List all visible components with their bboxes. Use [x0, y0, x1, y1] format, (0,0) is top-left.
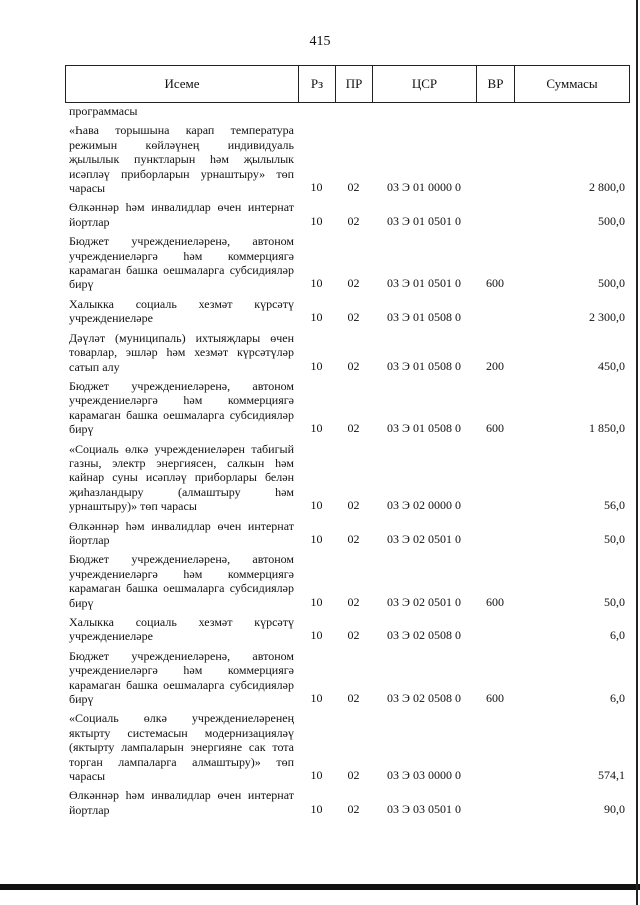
cell-vr: 600: [486, 691, 504, 706]
cell-name: «Социаль өлкә учреждениеләренең яктырту системасын модернизацияләү (яктырту лампаларын энергияне сак тота торган лампаларга алмаштыру)» төп чарасы: [69, 711, 294, 784]
cell-rz: 10: [310, 531, 323, 546]
cell-pr: 02: [347, 768, 360, 783]
cell-csr: 03 Э 03 0501 0: [387, 801, 461, 816]
cell-pr: 02: [347, 531, 360, 546]
cell-name: Өлкәннәр һәм инвалидлар өчен интернат йортлар: [69, 518, 294, 547]
cell-csr: 03 Э 02 0508 0: [387, 628, 461, 643]
cell-pr: 02: [347, 628, 360, 643]
cell-csr: 03 Э 02 0000 0: [387, 498, 461, 513]
cell-vr: 600: [486, 421, 504, 436]
cell-csr: 03 Э 01 0508 0: [387, 358, 461, 373]
cell-name: Бюджет учреждениеләренә, автоном учреждениеләргә һәм коммерциягә карамаган башка оешмаларга субсидияләр бирү: [69, 552, 294, 610]
header-name: Исеме: [66, 66, 299, 103]
cell-csr: 03 Э 01 0501 0: [387, 213, 461, 228]
cell-csr: 03 Э 01 0508 0: [387, 421, 461, 436]
cell-csr: 03 Э 01 0501 0: [387, 276, 461, 291]
cell-sum: 50,0: [604, 594, 625, 609]
header-vr: ВР: [477, 66, 515, 103]
cell-rz: 10: [310, 768, 323, 783]
cell-sum: 574,1: [598, 768, 625, 783]
cell-sum: 56,0: [604, 498, 625, 513]
cell-name: Бюджет учреждениеләренә, автоном учреждениеләргә һәм коммерциягә карамаган башка оешмаларга субсидияләр бирү: [69, 378, 294, 437]
page-number: 415: [309, 34, 331, 49]
header-rz: Рз: [299, 66, 336, 103]
table-row: [65, 549, 629, 612]
table-row: [65, 785, 629, 819]
cell-csr: 03 Э 01 0508 0: [387, 310, 461, 325]
cell-name: Бюджет учреждениеләренә, автоном учреждениеләргә һәм коммерциягә карамаган башка оешмаларга субсидияләр бирү: [69, 234, 294, 292]
table-row: [65, 708, 629, 785]
cell-csr: [372, 104, 476, 120]
cell-vr: [476, 120, 514, 197]
table-row: [65, 294, 629, 328]
header-pr: ПР: [336, 66, 373, 103]
cell-sum: 6,0: [610, 691, 625, 706]
cell-sum: 500,0: [598, 276, 625, 291]
cell-pr: 02: [347, 358, 360, 373]
cell-vr: [476, 104, 514, 120]
cell-sum: 50,0: [604, 531, 625, 546]
table-row: [65, 197, 629, 231]
cell-csr: 03 Э 03 0000 0: [387, 768, 461, 783]
cell-name: программасы: [69, 104, 138, 118]
cell-pr: 02: [347, 421, 360, 436]
cell-vr: [476, 708, 514, 785]
table-row: [65, 439, 629, 516]
cell-sum: 450,0: [598, 358, 625, 373]
table-row: [65, 376, 629, 439]
cell-name: Халыкка социаль хезмәт күрсәтү учреждениеләре: [69, 615, 294, 644]
cell-rz: 10: [310, 421, 323, 436]
cell-pr: 02: [347, 213, 360, 228]
cell-vr: [476, 197, 514, 231]
cell-rz: 10: [310, 594, 323, 609]
cell-name: Өлкәннәр һәм инвалидлар өчен интернат йортлар: [69, 788, 294, 817]
cell-rz: 10: [310, 801, 323, 816]
cell-pr: 02: [347, 801, 360, 816]
cell-name: Өлкәннәр һәм инвалидлар өчен интернат йортлар: [69, 200, 294, 229]
cell-csr: 03 Э 02 0501 0: [387, 531, 461, 546]
cell-sum: [514, 104, 629, 120]
cell-name: Бюджет учреждениеләренә, автоном учреждениеләргә һәм коммерциягә карамаган башка оешмаларга субсидияләр бирү: [69, 648, 294, 707]
table-row: [65, 104, 629, 120]
cell-vr: [476, 612, 514, 646]
cell-pr: 02: [347, 691, 360, 706]
cell-rz: 10: [310, 498, 323, 513]
cell-vr: 600: [486, 594, 504, 609]
cell-rz: 10: [310, 276, 323, 291]
cell-sum: 2 300,0: [589, 310, 625, 325]
header-sum: Суммасы: [515, 66, 630, 103]
table-row: [65, 231, 629, 294]
cell-name: Халыкка социаль хезмәт күрсәтү учреждениеләре: [69, 296, 294, 326]
cell-vr: [476, 439, 514, 516]
cell-pr: 02: [347, 594, 360, 609]
cell-pr: 02: [347, 310, 360, 325]
cell-vr: 600: [486, 276, 504, 291]
cell-vr: [476, 294, 514, 328]
cell-sum: 2 800,0: [589, 180, 625, 195]
cell-pr: 02: [347, 180, 360, 195]
cell-pr: 02: [347, 498, 360, 513]
table-row: [65, 328, 629, 376]
table-row: [65, 612, 629, 646]
budget-table: [65, 104, 629, 819]
cell-rz: 10: [310, 310, 323, 325]
cell-vr: [476, 785, 514, 819]
table-row: [65, 120, 629, 197]
cell-csr: 03 Э 02 0501 0: [387, 594, 461, 609]
cell-csr: 03 Э 01 0000 0: [387, 180, 461, 195]
header-csr: ЦСР: [373, 66, 477, 103]
cell-csr: 03 Э 02 0508 0: [387, 691, 461, 706]
cell-name: Дәүләт (муниципаль) ихтыяҗлары өчен товарлар, эшләр һәм хезмәт күрсәтүләр сатып алу: [69, 330, 294, 374]
page-right-edge: [636, 0, 638, 905]
cell-rz: 10: [310, 213, 323, 228]
table-row: [65, 646, 629, 709]
cell-name: «Социаль өлкә учреждениеләрен табигый газны, электр энергиясен, салкын һәм кайнар суны исәпләү приборлары белән җиһазландыру (алмаштыру һәм урнаштыру)» төп чарасы: [69, 441, 294, 514]
cell-pr: [335, 104, 372, 120]
cell-rz: 10: [310, 180, 323, 195]
cell-rz: 10: [310, 358, 323, 373]
page-bottom-edge: [0, 884, 640, 890]
table-row: [65, 516, 629, 550]
cell-vr: [476, 516, 514, 550]
cell-sum: 90,0: [604, 801, 625, 816]
cell-sum: 500,0: [598, 213, 625, 228]
cell-rz: [298, 104, 335, 120]
cell-rz: 10: [310, 691, 323, 706]
table-header: [65, 65, 630, 103]
cell-rz: 10: [310, 628, 323, 643]
cell-name: «Һава торышына карап температура режимын көйләүнең индивидуаль җылылык пунктларын һәм җылылык исәпләү приборларын урнаштыру» төп чарасы: [69, 123, 294, 196]
cell-sum: 6,0: [610, 628, 625, 643]
cell-vr: 200: [486, 358, 504, 373]
cell-sum: 1 850,0: [589, 421, 625, 436]
cell-pr: 02: [347, 276, 360, 291]
